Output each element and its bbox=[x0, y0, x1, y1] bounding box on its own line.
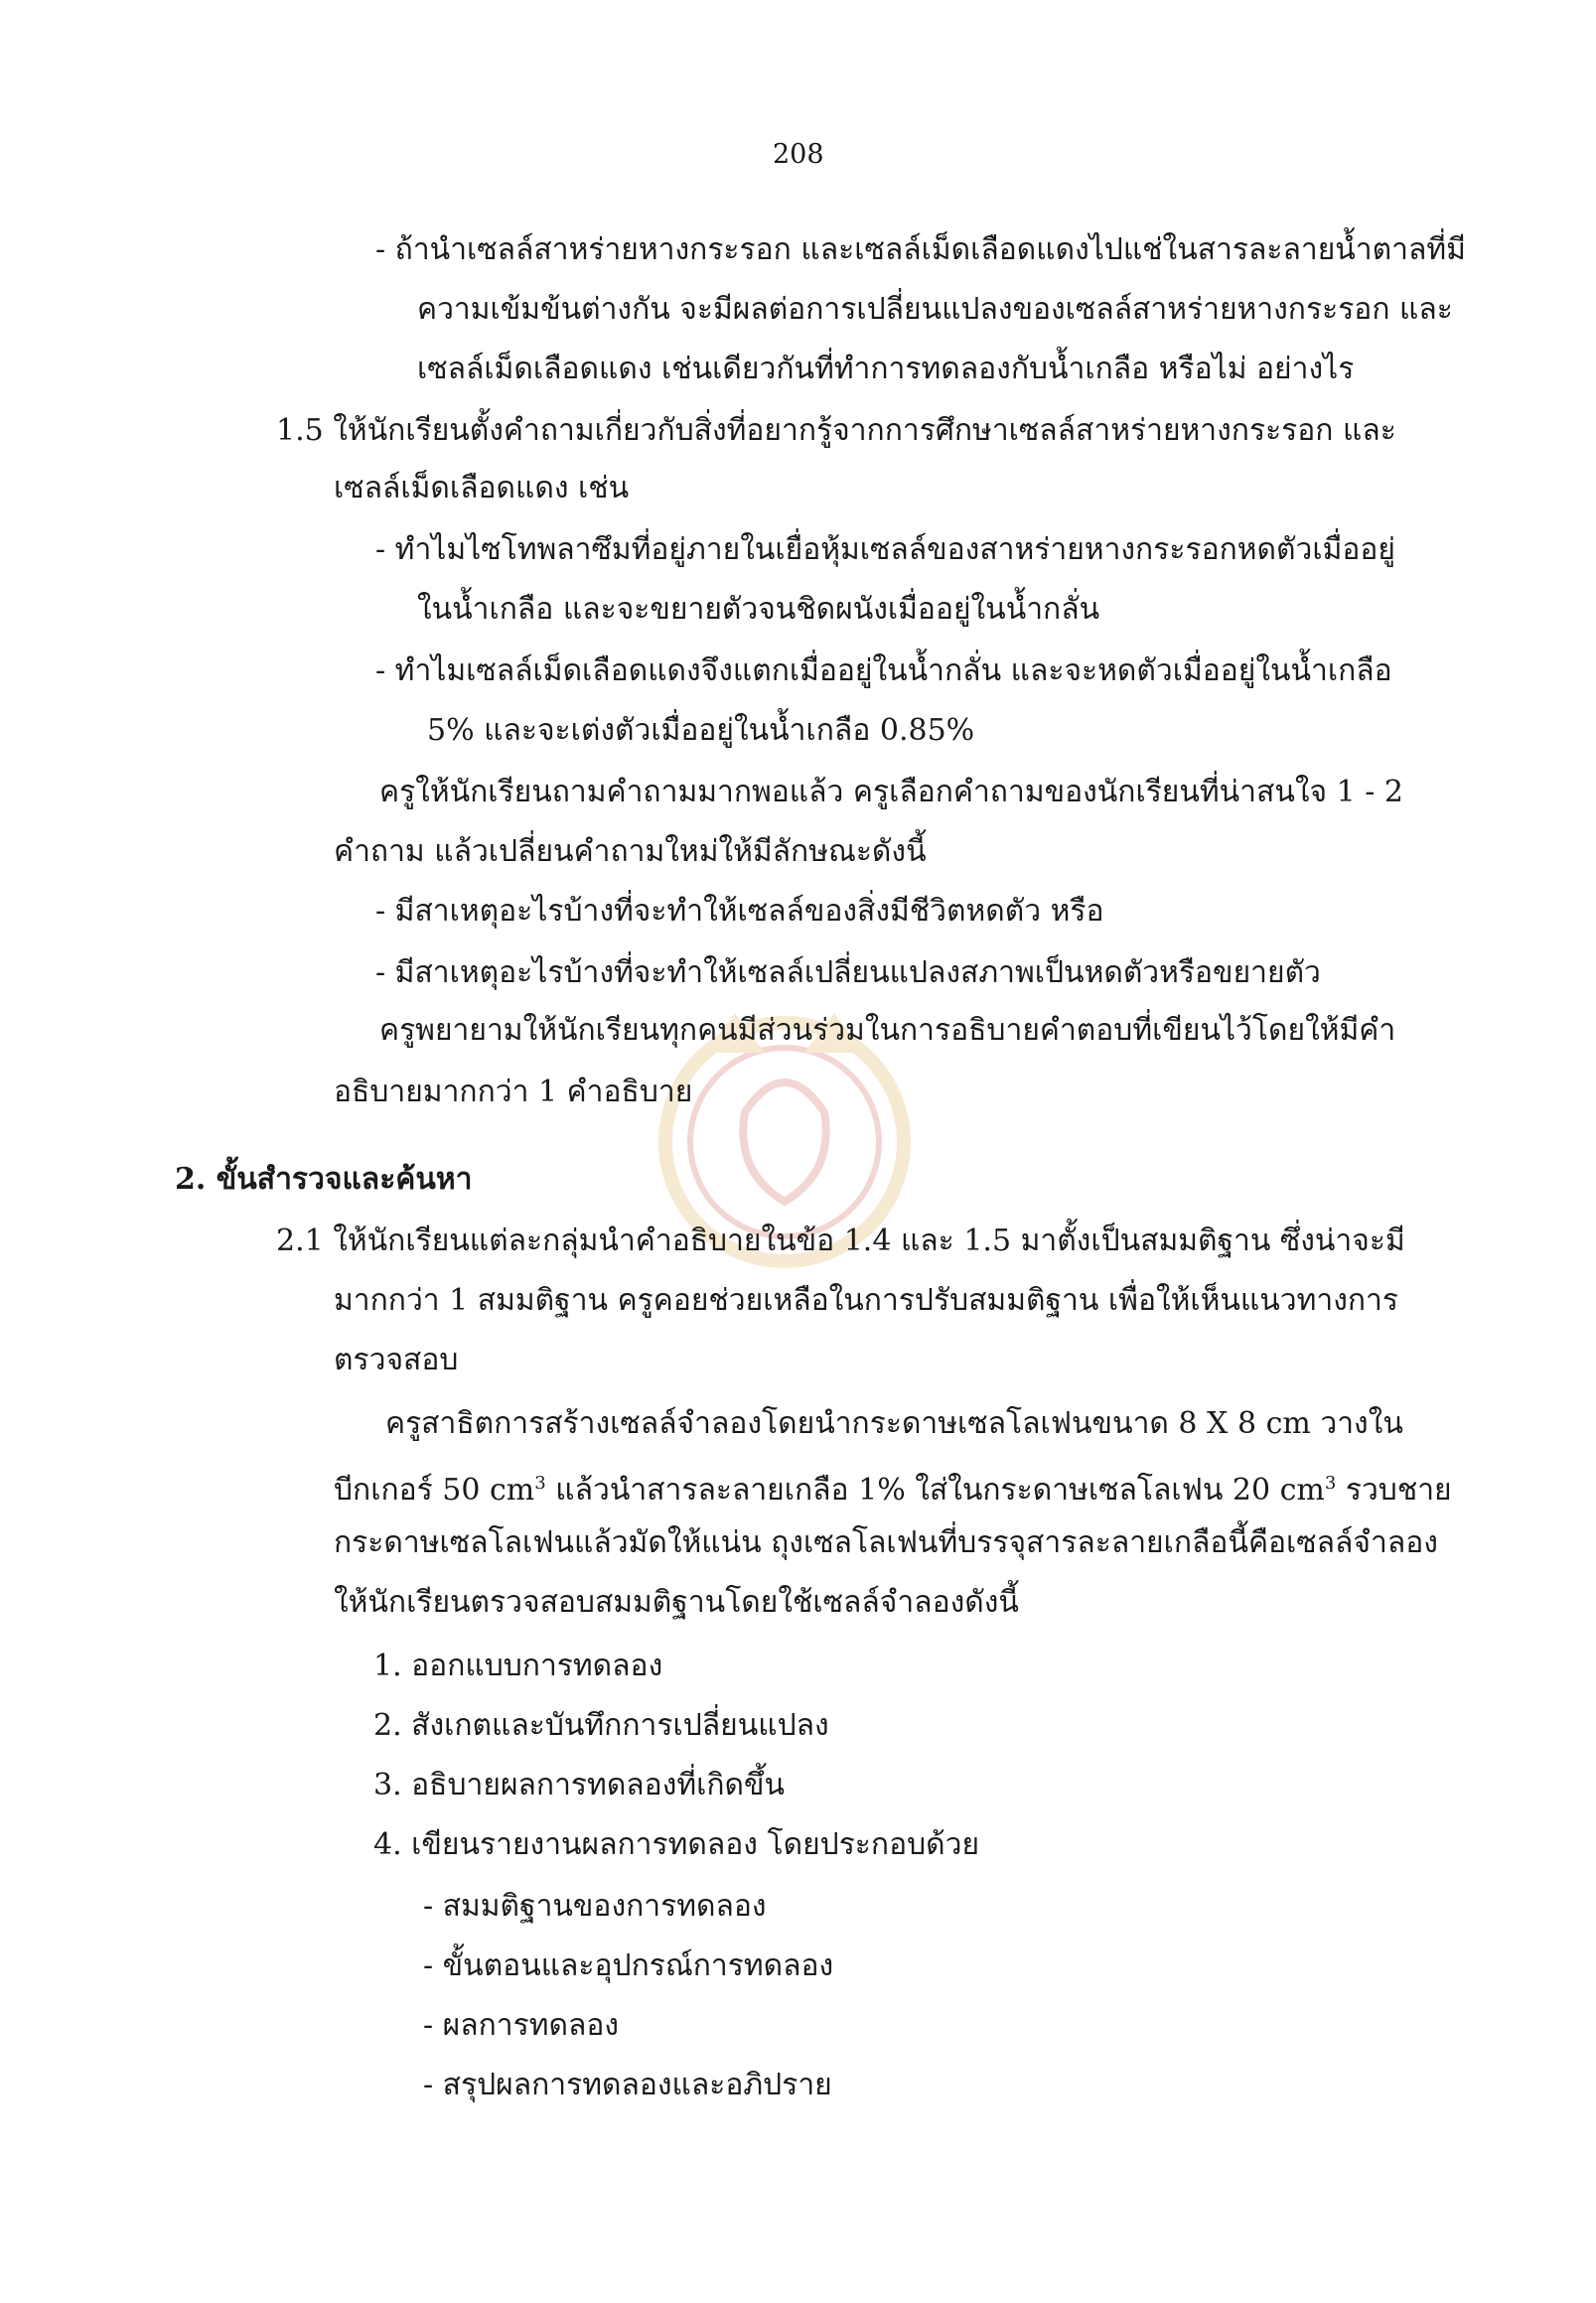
text-line: คำถาม แล้วเปลี่ยนคำถามใหม่ให้มีลักษณะดังนี้ bbox=[334, 834, 927, 869]
text-line: - มีสาเหตุอะไรบ้างที่จะทำให้เซลล์เปลี่ยนแปลงสภาพเป็นหดตัวหรือขยายตัว bbox=[375, 955, 1321, 990]
text-line: มากกว่า 1 สมมติฐาน ครูคอยช่วยเหลือในการปรับสมมติฐาน เพื่อให้เห็นแนวทางการ bbox=[334, 1283, 1399, 1318]
text-line: เซลล์เม็ดเลือดแดง เช่น bbox=[334, 471, 630, 505]
numbered-item: 2. สังเกตและบันทึกการเปลี่ยนแปลง bbox=[373, 1708, 829, 1743]
bullet-item: - สรุปผลการทดลองและอภิปราย bbox=[423, 2068, 832, 2102]
text-line: ครูให้นักเรียนถามคำถามมากพอแล้ว ครูเลือกคำถามของนักเรียนที่น่าสนใจ 1 - 2 bbox=[379, 775, 1403, 809]
page-number: 208 bbox=[773, 139, 824, 170]
text-line: ครูสาธิตการสร้างเซลล์จำลองโดยนำกระดาษเซลโลเฟนขนาด 8 X 8 cm วางใน bbox=[385, 1406, 1403, 1441]
bullet-item: - สมมติฐานของการทดลอง bbox=[423, 1889, 767, 1924]
text-line: 1.5 ให้นักเรียนตั้งคำถามเกี่ยวกับสิ่งที่อยากรู้จากการศึกษาเซลล์สาหร่ายหางกระรอก และ bbox=[276, 413, 1396, 448]
section-heading: 2. ขั้นสำรวจและค้นหา bbox=[175, 1162, 473, 1197]
text-segment: รวบชาย bbox=[1336, 1473, 1452, 1508]
text-line: - มีสาเหตุอะไรบ้างที่จะทำให้เซลล์ของสิ่งมีชีวิตหดตัว หรือ bbox=[375, 894, 1104, 929]
text-line-with-units bbox=[334, 1464, 1452, 1508]
text-line: เซลล์เม็ดเลือดแดง เช่นเดียวกันที่ทำการทดลองกับน้ำเกลือ หรือไม่ อย่างไร bbox=[417, 352, 1355, 386]
numbered-item: 1. ออกแบบการทดลอง bbox=[373, 1649, 663, 1683]
superscript: 3 bbox=[534, 1473, 546, 1494]
text-line: ตรวจสอบ bbox=[334, 1343, 459, 1377]
numbered-item: 4. เขียนรายงานผลการทดลอง โดยประกอบด้วย bbox=[373, 1827, 980, 1862]
superscript: 3 bbox=[1324, 1473, 1337, 1494]
bullet-item: - ผลการทดลอง bbox=[423, 2008, 620, 2043]
text-line: - ทำไมไซโทพลาซึมที่อยู่ภายในเยื่อหุ้มเซลล์ของสาหร่ายหางกระรอกหดตัวเมื่ออยู่ bbox=[375, 532, 1395, 567]
text-line: อธิบายมากกว่า 1 คำอธิบาย bbox=[334, 1075, 693, 1109]
text-line: ความเข้มข้นต่างกัน จะมีผลต่อการเปลี่ยนแปลงของเซลล์สาหร่ายหางกระรอก และ bbox=[417, 292, 1453, 327]
numbered-item: 3. อธิบายผลการทดลองที่เกิดขึ้น bbox=[373, 1768, 786, 1802]
bullet-item: - ขั้นตอนและอุปกรณ์การทดลอง bbox=[423, 1948, 834, 1983]
text-line: ครูพยายามให้นักเรียนทุกคนมีส่วนร่วมในการอธิบายคำตอบที่เขียนไว้โดยให้มีคำ bbox=[379, 1013, 1396, 1048]
text-line: ให้นักเรียนตรวจสอบสมมติฐานโดยใช้เซลล์จำลองดังนี้ bbox=[334, 1585, 1019, 1620]
text-line: - ถ้านำเซลล์สาหร่ายหางกระรอก และเซลล์เม็ดเลือดแดงไปแช่ในสารละลายน้ำตาลที่มี bbox=[375, 232, 1466, 267]
text-line: 2.1 ให้นักเรียนแต่ละกลุ่มนำคำอธิบายในข้อ 1.4 และ 1.5 มาตั้งเป็นสมมติฐาน ซึ่งน่าจะมี bbox=[276, 1223, 1405, 1258]
text-line: - ทำไมเซลล์เม็ดเลือดแดงจึงแตกเมื่ออยู่ในน้ำกลั่น และจะหดตัวเมื่ออยู่ในน้ำเกลือ bbox=[375, 653, 1392, 688]
text-segment: บีกเกอร์ 50 cm bbox=[334, 1473, 535, 1508]
text-line: กระดาษเซลโลเฟนแล้วมัดให้แน่น ถุงเซลโลเฟนที่บรรจุสารละลายเกลือนี้คือเซลล์จำลอง bbox=[334, 1525, 1438, 1560]
text-line: 5% และจะเต่งตัวเมื่ออยู่ในน้ำเกลือ 0.85% bbox=[427, 713, 975, 748]
text-line: ในน้ำเกลือ และจะขยายตัวจนชิดผนังเมื่ออยู่ในน้ำกลั่น bbox=[417, 592, 1100, 627]
text-segment: แล้วนำสารละลายเกลือ 1% ใส่ในกระดาษเซลโลเฟน 20 cm bbox=[545, 1473, 1325, 1508]
